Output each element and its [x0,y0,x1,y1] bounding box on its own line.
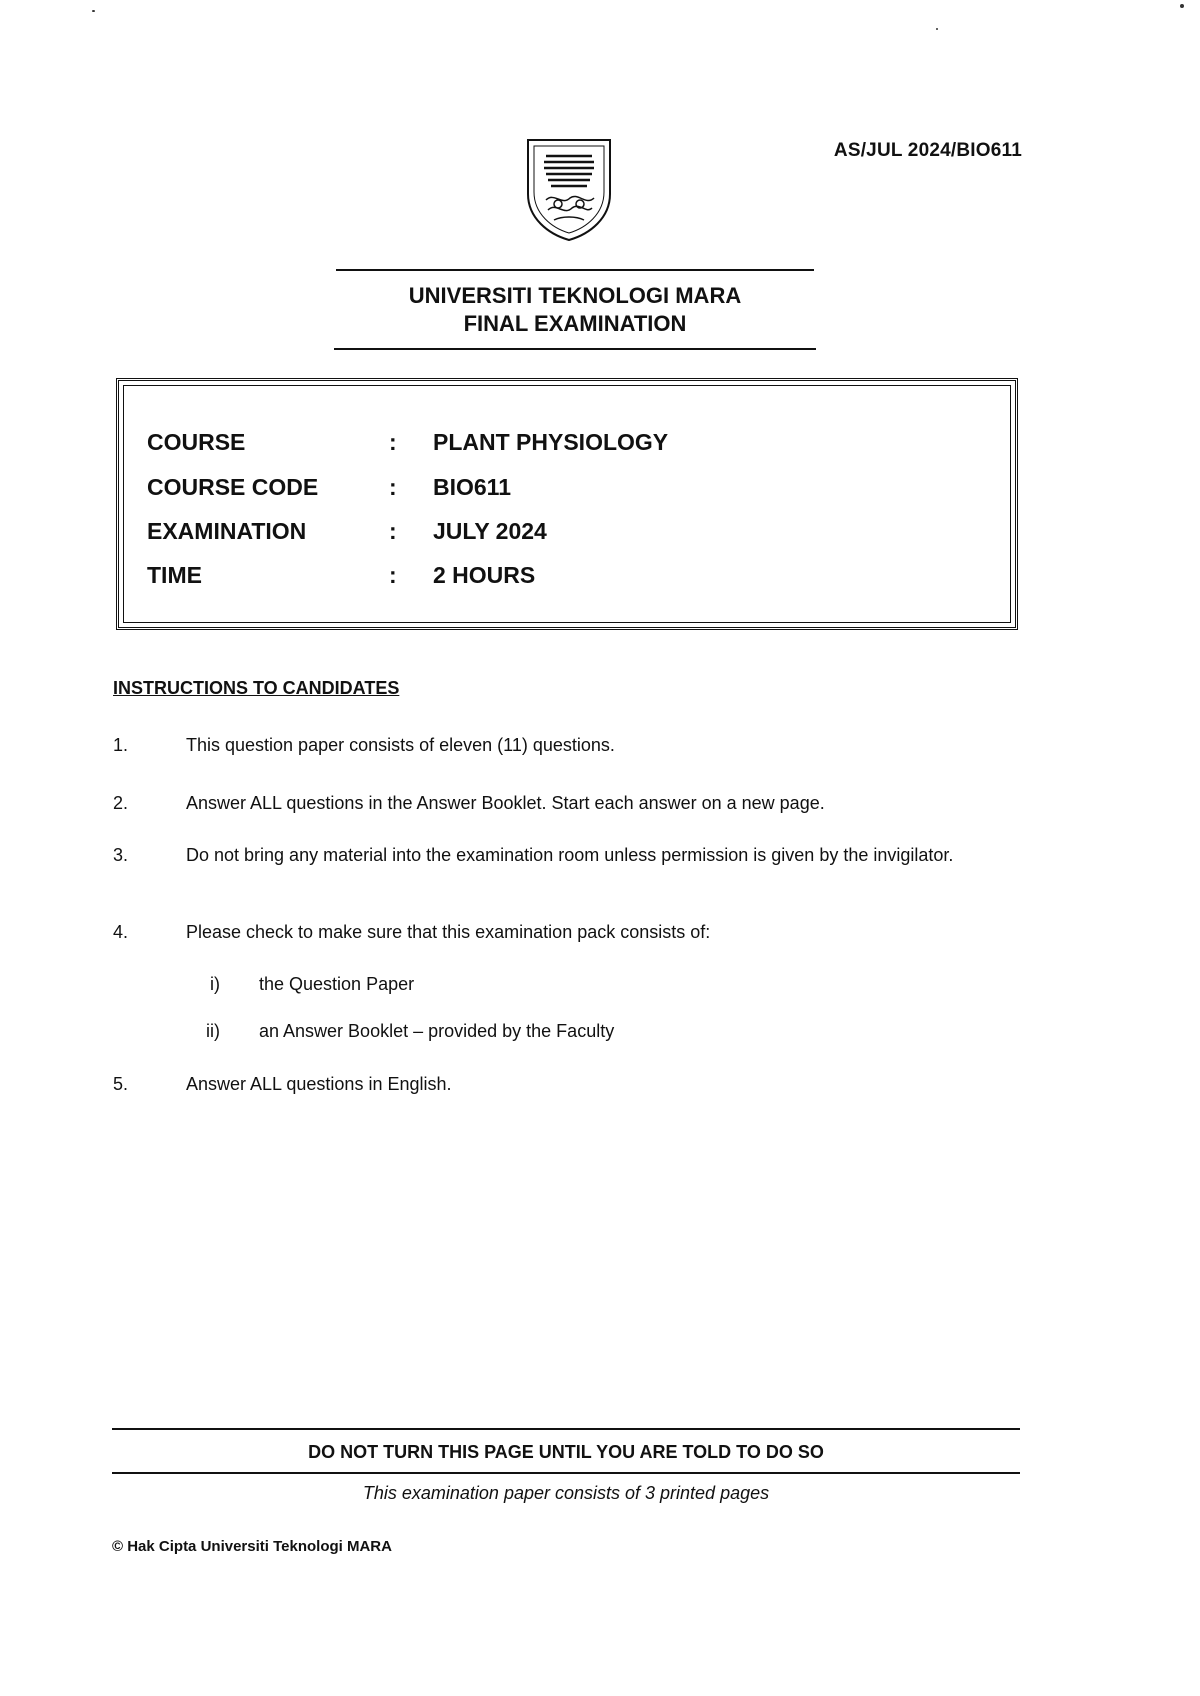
instruction-number: 2. [113,793,129,813]
time-value: 2 HOURS [433,562,536,588]
course-label: COURSE [147,429,246,455]
instruction-text: Please check to make sure that this examination pack consists of: [186,922,711,942]
exam-type: FINAL EXAMINATION [463,311,687,336]
footer-bottom-rule [112,1472,1020,1474]
course-code-label: COURSE CODE [147,474,319,500]
instruction-number: 3. [113,845,129,865]
instructions-heading: INSTRUCTIONS TO CANDIDATES [113,678,400,698]
instruction-text: Answer ALL questions in English. [186,1074,452,1094]
time-label: TIME [147,562,202,588]
printed-pages-note: This examination paper consists of 3 printed pages [362,1483,770,1503]
course-info-box [116,378,1018,630]
course-code-value: BIO611 [433,474,511,500]
course-value: PLANT PHYSIOLOGY [433,429,669,455]
footer-top-rule [112,1428,1020,1430]
instruction-text: Do not bring any material into the examination room unless permission is given by the invigilator. [186,845,954,865]
instruction-text: This question paper consists of eleven (11) questions. [186,735,615,755]
university-crest-icon [524,136,614,244]
copyright-notice: © Hak Cipta Universiti Teknologi MARA [112,1538,392,1555]
examination-value: JULY 2024 [433,518,547,544]
title-bottom-rule [334,348,816,350]
title-top-rule [336,269,814,271]
subitem-text: an Answer Booklet – provided by the Faculty [259,1021,615,1041]
colon-separator: : [389,518,397,544]
paper-code: AS/JUL 2024/BIO611 [833,140,1022,161]
subitem-number: i) [210,974,220,994]
subitem-text: the Question Paper [259,974,415,994]
do-not-turn-warning: DO NOT TURN THIS PAGE UNTIL YOU ARE TOLD TO DO SO [308,1442,824,1462]
instruction-text: Answer ALL questions in the Answer Booklet. Start each answer on a new page. [186,793,825,813]
examination-label: EXAMINATION [147,518,307,544]
instruction-number: 1. [113,735,129,755]
colon-separator: : [389,562,397,588]
instruction-number: 4. [113,922,129,942]
colon-separator: : [389,429,397,455]
scan-speck [1180,4,1184,8]
colon-separator: : [389,474,397,500]
university-name: UNIVERSITI TEKNOLOGI MARA [408,283,742,308]
scan-speck [92,10,95,12]
instruction-number: 5. [113,1074,129,1094]
subitem-number: ii) [206,1021,220,1041]
scan-speck [936,28,938,30]
